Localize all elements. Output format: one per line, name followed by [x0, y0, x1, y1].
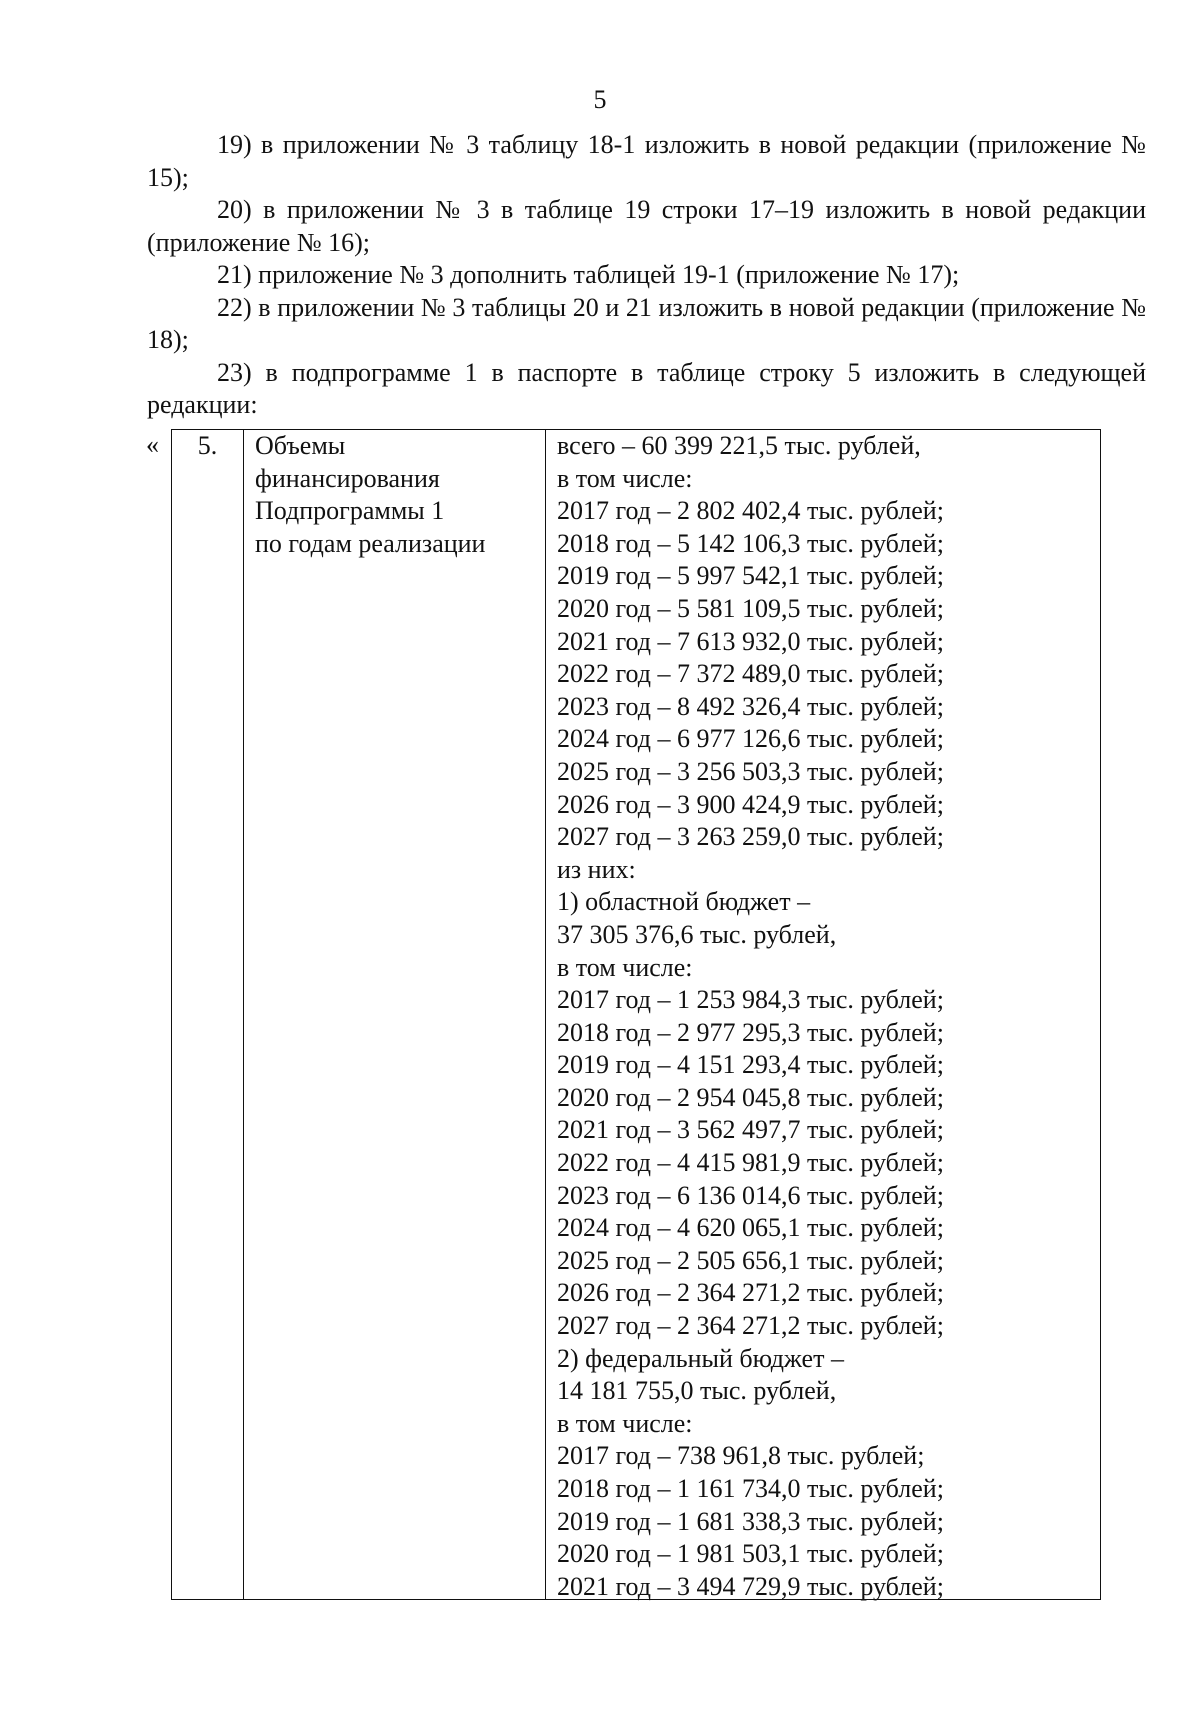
value-line: 2018 год – 1 161 734,0 тыс. рублей;: [557, 1474, 944, 1503]
amendment-item-20: 20) в приложении № 3 в таблице 19 строки 17–19 изложить в новой редакции (приложение № 16);: [147, 195, 1146, 257]
opening-quote-mark: «: [146, 430, 159, 459]
table-row-values: [557, 430, 1097, 1603]
financing-table: [171, 429, 1101, 1600]
value-line: 2022 год – 4 415 981,9 тыс. рублей;: [557, 1148, 944, 1178]
value-line: 2017 год – 1 253 984,3 тыс. рублей;: [557, 985, 944, 1015]
value-line: 2020 год – 2 954 045,8 тыс. рублей;: [557, 1082, 944, 1112]
value-line: 2020 год – 1 981 503,1 тыс. рублей;: [557, 1539, 944, 1569]
value-line: 2020 год – 5 581 109,5 тыс. рублей;: [557, 593, 944, 623]
value-line: 2023 год – 8 492 326,4 тыс. рублей;: [557, 691, 944, 721]
value-line: в том числе:: [557, 1408, 693, 1438]
value-line: в том числе:: [557, 463, 693, 493]
value-line: 2024 год – 4 620 065,1 тыс. рублей;: [557, 1213, 944, 1243]
value-line: 2019 год – 5 997 542,1 тыс. рублей;: [557, 561, 944, 591]
label-line: финансирования: [255, 463, 440, 493]
label-line: по годам реализации: [255, 528, 486, 558]
value-line: 2027 год – 3 263 259,0 тыс. рублей;: [557, 822, 944, 852]
federal-budget-heading: 2) федеральный бюджет –: [557, 1343, 844, 1373]
value-line: 2021 год – 3 562 497,7 тыс. рублей;: [557, 1115, 944, 1145]
value-line: 2026 год – 2 364 271,2 тыс. рублей;: [557, 1278, 944, 1308]
table-row-label: [255, 430, 545, 560]
table-column-divider: [545, 430, 546, 1599]
label-line: Подпрограммы 1: [255, 496, 445, 525]
value-line: 2018 год – 5 142 106,3 тыс. рублей;: [557, 528, 944, 558]
value-line: 2021 год – 7 613 932,0 тыс. рублей;: [557, 626, 944, 656]
value-line: 2019 год – 1 681 338,3 тыс. рублей;: [557, 1506, 944, 1536]
value-line: 2022 год – 7 372 489,0 тыс. рублей;: [557, 659, 944, 689]
page-number: 5: [593, 85, 607, 114]
value-line: 14 181 755,0 тыс. рублей,: [557, 1376, 837, 1406]
amendment-item-22: 22) в приложении № 3 таблицы 20 и 21 изложить в новой редакции (приложение № 18);: [147, 292, 1146, 354]
amendment-list: [147, 129, 1146, 422]
value-line: из них:: [557, 854, 636, 884]
value-line: 2025 год – 2 505 656,1 тыс. рублей;: [557, 1245, 944, 1275]
table-row-number: 5.: [197, 431, 218, 460]
total-line: всего – 60 399 221,5 тыс. рублей,: [557, 431, 921, 460]
value-line: 2019 год – 4 151 293,4 тыс. рублей;: [557, 1050, 944, 1080]
value-line: 2018 год – 2 977 295,3 тыс. рублей;: [557, 1017, 944, 1047]
value-line: 2021 год – 3 494 729,9 тыс. рублей;: [557, 1571, 944, 1601]
regional-budget-heading: 1) областной бюджет –: [557, 887, 811, 917]
value-line: 2026 год – 3 900 424,9 тыс. рублей;: [557, 789, 944, 819]
value-line: 2017 год – 738 961,8 тыс. рублей;: [557, 1441, 925, 1471]
value-line: 2017 год – 2 802 402,4 тыс. рублей;: [557, 496, 944, 526]
value-line: 37 305 376,6 тыс. рублей,: [557, 919, 837, 949]
amendment-item-21: 21) приложение № 3 дополнить таблицей 19-1 (приложение № 17);: [217, 260, 960, 289]
label-line: Объемы: [255, 431, 346, 460]
amendment-item-19: 19) в приложении № 3 таблицу 18-1 изложить в новой редакции (приложение № 15);: [147, 130, 1146, 192]
value-line: 2023 год – 6 136 014,6 тыс. рублей;: [557, 1180, 944, 1210]
amendment-item-23: 23) в подпрограмме 1 в паспорте в таблице строку 5 изложить в следующей редакции:: [147, 357, 1146, 419]
value-line: 2025 год – 3 256 503,3 тыс. рублей;: [557, 756, 944, 786]
value-line: 2024 год – 6 977 126,6 тыс. рублей;: [557, 724, 944, 754]
value-line: в том числе:: [557, 952, 693, 982]
value-line: 2027 год – 2 364 271,2 тыс. рублей;: [557, 1311, 944, 1341]
table-column-divider: [243, 430, 244, 1599]
